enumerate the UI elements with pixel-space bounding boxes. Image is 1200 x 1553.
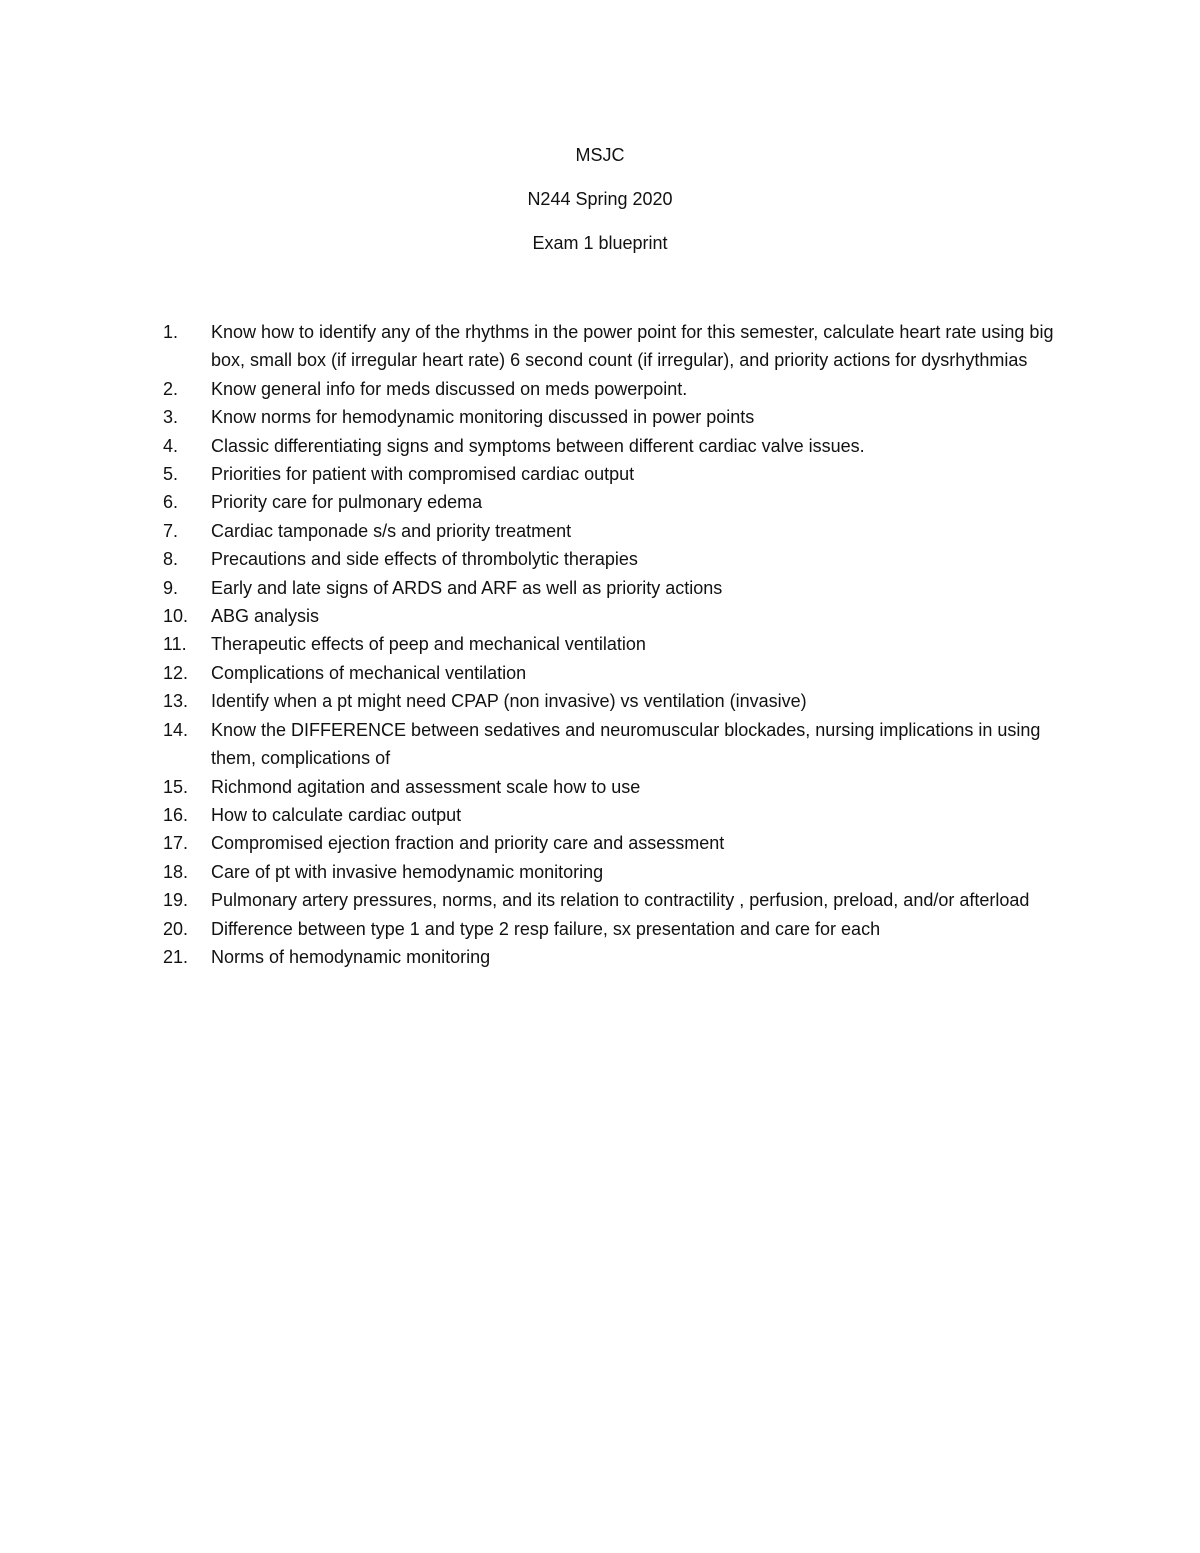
list-item-number: 18. bbox=[163, 861, 189, 882]
list-item bbox=[163, 545, 1063, 573]
list-item-number: 1. bbox=[163, 322, 179, 342]
list-item-text: Compromised ejection fraction and priority care and assessment bbox=[211, 833, 725, 854]
list-item-text: Priority care for pulmonary edema bbox=[211, 492, 483, 513]
list-item bbox=[163, 488, 1063, 516]
list-item-text: Identify when a pt might need CPAP (non invasive) vs ventilation (invasive) bbox=[211, 691, 807, 712]
list-item-number: 17. bbox=[163, 833, 189, 854]
list-item bbox=[163, 773, 1063, 801]
list-item-number: 16. bbox=[163, 804, 189, 825]
list-item-number: 19. bbox=[163, 890, 189, 911]
list-item bbox=[163, 318, 1063, 375]
course-term: N244 Spring 2020 bbox=[527, 189, 673, 209]
list-item bbox=[163, 829, 1063, 857]
document-title: Exam 1 blueprint bbox=[532, 233, 668, 253]
list-item bbox=[163, 432, 1063, 460]
list-item-number: 4. bbox=[163, 435, 179, 456]
list-item-text: Complications of mechanical ventilation bbox=[211, 662, 527, 683]
list-item-text: Pulmonary artery pressures, norms, and its relation to contractility , perfusion, preload, and/or afterload bbox=[211, 890, 1030, 911]
list-item-number: 3. bbox=[163, 407, 179, 428]
list-item-text: Therapeutic effects of peep and mechanical ventilation bbox=[211, 634, 646, 655]
list-item-number: 8. bbox=[163, 549, 179, 570]
list-item bbox=[163, 858, 1063, 886]
list-item-number: 11. bbox=[163, 634, 187, 655]
list-item-number: 13. bbox=[163, 691, 189, 712]
list-item bbox=[163, 659, 1063, 687]
list-item-text: How to calculate cardiac output bbox=[211, 804, 462, 825]
list-item-text: Early and late signs of ARDS and ARF as well as priority actions bbox=[211, 577, 723, 598]
list-item-text: Classic differentiating signs and symptoms between different cardiac valve issues. bbox=[211, 435, 865, 456]
list-item-number: 15. bbox=[163, 776, 189, 797]
list-item-number: 7. bbox=[163, 520, 179, 541]
list-item-text: Precautions and side effects of thrombolytic therapies bbox=[211, 549, 638, 570]
list-item bbox=[163, 574, 1063, 602]
list-item-number: 14. bbox=[163, 719, 189, 740]
list-item bbox=[163, 886, 1063, 914]
list-item-text: Cardiac tamponade s/s and priority treatment bbox=[211, 520, 572, 541]
list-item-text: Know how to identify any of the rhythms in the power point for this semester, calculate heart rate using big box, small box (if irregular heart rate) 6 second count (if irregular), and priority actions for dysrhythmias bbox=[211, 322, 1054, 371]
list-item-number: 2. bbox=[163, 378, 179, 399]
blueprint-list bbox=[163, 318, 1063, 971]
list-item bbox=[163, 716, 1063, 773]
list-item bbox=[163, 375, 1063, 403]
list-item-text: Know general info for meds discussed on meds powerpoint. bbox=[211, 378, 688, 399]
list-item-number: 6. bbox=[163, 492, 179, 513]
list-item bbox=[163, 943, 1063, 971]
list-item bbox=[163, 403, 1063, 431]
list-item bbox=[163, 460, 1063, 488]
list-item bbox=[163, 517, 1063, 545]
school-name: MSJC bbox=[575, 145, 625, 165]
list-item bbox=[163, 915, 1063, 943]
list-item bbox=[163, 801, 1063, 829]
list-item-number: 21. bbox=[163, 946, 189, 967]
list-item-text: Difference between type 1 and type 2 resp failure, sx presentation and care for each bbox=[211, 918, 881, 939]
list-item bbox=[163, 687, 1063, 715]
list-item-text: Richmond agitation and assessment scale how to use bbox=[211, 776, 641, 797]
list-item-number: 5. bbox=[163, 464, 179, 485]
list-item-text: Know the DIFFERENCE between sedatives and neuromuscular blockades, nursing implications in using them, complications of bbox=[211, 719, 1041, 769]
list-item-text: ABG analysis bbox=[211, 606, 320, 627]
list-item-number: 12. bbox=[163, 662, 189, 683]
list-item bbox=[163, 602, 1063, 630]
list-item-text: Know norms for hemodynamic monitoring discussed in power points bbox=[211, 407, 755, 428]
list-item bbox=[163, 630, 1063, 658]
list-item-number: 9. bbox=[163, 577, 179, 598]
list-item-text: Priorities for patient with compromised cardiac output bbox=[211, 464, 635, 485]
list-item-text: Care of pt with invasive hemodynamic monitoring bbox=[211, 861, 604, 882]
list-item-number: 20. bbox=[163, 918, 189, 939]
document-header bbox=[0, 141, 1200, 273]
list-item-text: Norms of hemodynamic monitoring bbox=[211, 946, 491, 967]
list-item-number: 10. bbox=[163, 606, 189, 627]
